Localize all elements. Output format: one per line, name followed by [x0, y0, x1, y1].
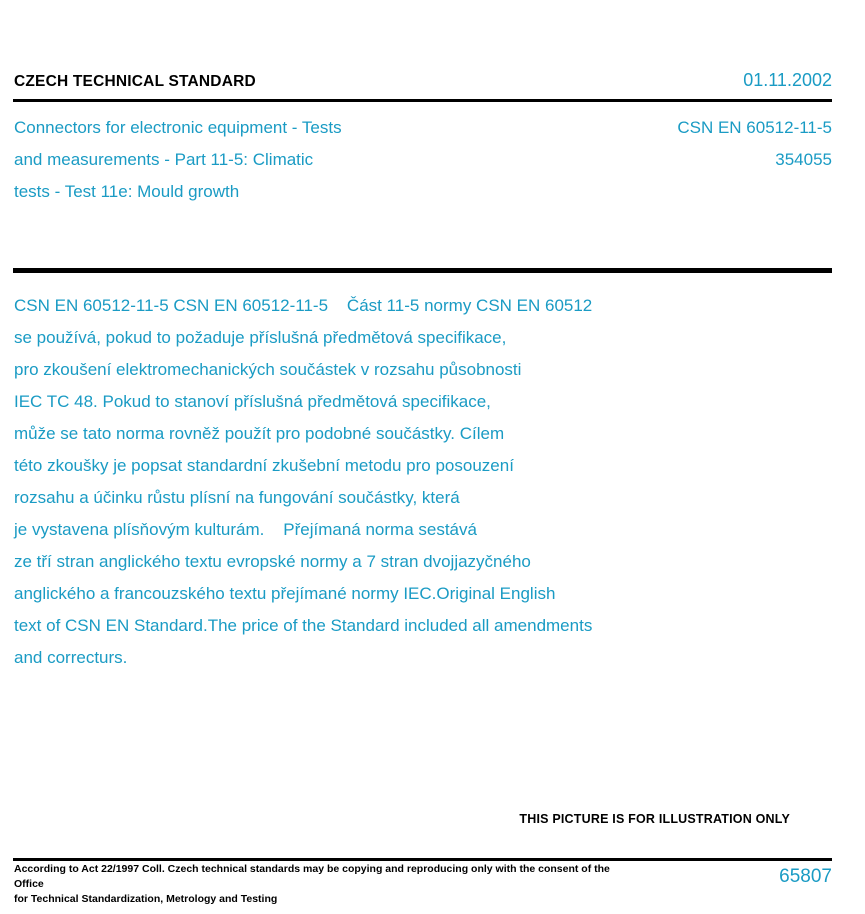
- standard-identifiers: [632, 112, 832, 208]
- standard-designation: CSN EN 60512-11-5: [677, 118, 832, 137]
- abstract-text: [14, 290, 814, 674]
- classification-code: 354055: [775, 150, 832, 169]
- header-divider: [13, 99, 832, 102]
- abstract-line: se používá, pokud to požaduje příslušná předmětová specifikace,: [14, 328, 507, 347]
- abstract-line: IEC TC 48. Pokud to stanoví příslušná předmětová specifikace,: [14, 392, 491, 411]
- title-line: and measurements - Part 11-5: Climatic: [14, 150, 314, 169]
- copyright-note-line: for Technical Standardization, Metrology and Testing: [14, 893, 278, 905]
- abstract-line: pro zkoušení elektromechanických součástek v rozsahu působnosti: [14, 360, 522, 379]
- title-line: tests - Test 11e: Mould growth: [14, 182, 240, 201]
- footer-divider: [13, 858, 832, 861]
- abstract-line: ze tří stran anglického textu evropské normy a 7 stran dvojjazyčného: [14, 552, 531, 571]
- title-line: Connectors for electronic equipment - Tests: [14, 118, 342, 137]
- abstract-line: CSN EN 60512-11-5 CSN EN 60512-11-5 Část 11-5 normy CSN EN 60512: [14, 296, 593, 315]
- standard-type-label: CZECH TECHNICAL STANDARD: [14, 73, 256, 90]
- abstract-line: anglického a francouzského textu přejímané normy IEC.Original English: [14, 584, 556, 603]
- abstract-line: je vystavena plísňovým kulturám. Přejímaná norma sestává: [14, 520, 477, 539]
- document-code: 65807: [779, 866, 832, 887]
- abstract-line: and correcturs.: [14, 648, 128, 667]
- abstract-line: rozsahu a účinku růstu plísní na fungování součástky, která: [14, 488, 460, 507]
- standard-title: [14, 112, 534, 208]
- copyright-note: [14, 862, 614, 907]
- section-divider: [13, 268, 832, 273]
- copyright-note-line: According to Act 22/1997 Coll. Czech technical standards may be copying and reproducing only with the consent of the Office: [14, 863, 610, 890]
- illustration-notice: THIS PICTURE IS FOR ILLUSTRATION ONLY: [519, 812, 790, 826]
- abstract-line: může se tato norma rovněž použít pro podobné součástky. Cílem: [14, 424, 505, 443]
- publication-date: 01.11.2002: [743, 70, 832, 90]
- abstract-line: této zkoušky je popsat standardní zkušební metodu pro posouzení: [14, 456, 514, 475]
- title-block: [14, 112, 832, 208]
- abstract-line: text of CSN EN Standard.The price of the Standard included all amendments: [14, 616, 593, 635]
- document-footer: [14, 862, 832, 907]
- document-header: [14, 70, 832, 91]
